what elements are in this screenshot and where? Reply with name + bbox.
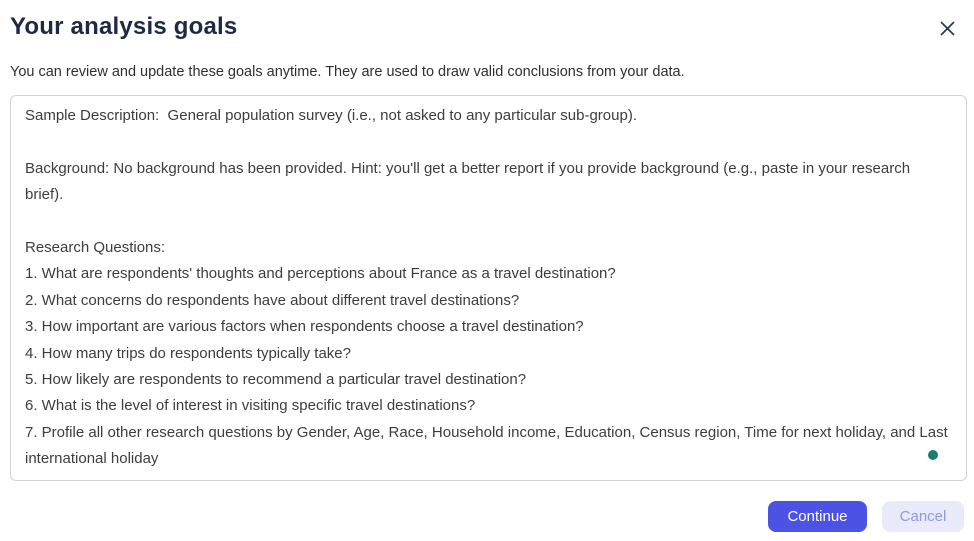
research-question-1: 1. What are respondents' thoughts and perceptions about France as a travel destination? bbox=[25, 265, 616, 283]
sample-description-text: Sample Description: General population survey (i.e., not asked to any particular sub-group). bbox=[25, 107, 637, 124]
research-question-3: 3. How important are various factors when respondents choose a travel destination? bbox=[25, 318, 584, 336]
continue-button[interactable]: Continue bbox=[768, 501, 867, 532]
modal-header bbox=[10, 0, 964, 41]
cancel-button[interactable]: Cancel bbox=[882, 501, 964, 532]
page-title: Your analysis goals bbox=[10, 13, 238, 40]
close-icon bbox=[939, 20, 956, 37]
research-questions-label: Research Questions: bbox=[25, 239, 166, 256]
research-question-7: 7. Profile all other research questions by Gender, Age, Race, Household income, Education, Census region, Time for next holiday, and Last international holiday bbox=[25, 423, 952, 468]
research-question-5: 5. How likely are respondents to recommend a particular travel destination? bbox=[25, 371, 527, 389]
modal-footer bbox=[10, 501, 964, 532]
goals-text-editor[interactable] bbox=[10, 95, 967, 481]
research-question-2: 2. What concerns do respondents have about different travel destinations? bbox=[25, 291, 520, 309]
modal-subtitle: You can review and update these goals anytime. They are used to draw valid conclusions from your data. bbox=[10, 64, 685, 80]
status-dot bbox=[928, 450, 938, 460]
research-question-4: 4. How many trips do respondents typically take? bbox=[25, 344, 351, 362]
background-text: Background: No background has been provided. Hint: you'll get a better report if you provide background (e.g., paste in your research brief). bbox=[25, 159, 915, 204]
research-question-6: 6. What is the level of interest in visiting specific travel destinations? bbox=[25, 397, 476, 415]
close-button[interactable] bbox=[935, 16, 960, 41]
